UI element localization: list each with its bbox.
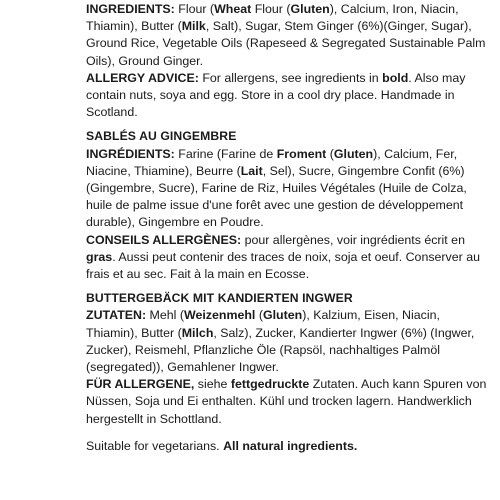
bold-allergen-text: Milk bbox=[181, 19, 206, 34]
body-text: . Also may contain nuts, soya and egg. Store in a cool dry place. Handmade in Scotland. bbox=[86, 70, 466, 120]
body-text: ), Calcium, Fer, Niacine, Thiamine), Beurre ( bbox=[86, 146, 458, 178]
body-text: ), Calcium, Iron, Niacin, Thiamin), Butter ( bbox=[86, 2, 459, 34]
footer-note bbox=[86, 438, 490, 455]
body-text: Farine (Farine de bbox=[174, 146, 277, 161]
body-text: Zutaten. Auch kann Spuren von Nüssen, Soja und Ei enthalten. Kühl und trocken lagern. Handwerklich hergestellt in Schottland. bbox=[86, 377, 487, 426]
german-allergy-label: FÜR ALLERGENE, bbox=[86, 377, 195, 392]
body-text: , Salz), Zucker, Kandierter Ingwer (6%) (Ingwer, Zucker), Reismehl, Pflanzliche Öle (Rapsöl, nachhaltiges Palmöl (segregated)), Gemahlener Ingwer. bbox=[86, 325, 475, 375]
body-text: Flour ( bbox=[174, 2, 215, 16]
german-ingredients bbox=[86, 307, 490, 376]
bold-allergen-text: Weizenmehl bbox=[183, 308, 256, 323]
english-ingredients bbox=[86, 1, 490, 70]
bold-allergen-text: Froment bbox=[276, 146, 327, 161]
french-allergy-label: CONSEILS ALLERGÈNES: bbox=[86, 232, 242, 247]
german-ingredients-label: ZUTATEN: bbox=[86, 308, 147, 323]
bold-allergen-text: Wheat bbox=[214, 2, 252, 16]
bold-allergen-text: Gluten bbox=[333, 146, 374, 161]
body-text: pour allergènes, voir ingrédients écrit en bbox=[241, 232, 465, 247]
bold-allergen-text: Gluten bbox=[290, 2, 330, 16]
french-title: SABLÉS AU GINGEMBRE bbox=[86, 129, 237, 144]
french-ingredients bbox=[86, 146, 490, 232]
body-text: ( bbox=[326, 146, 334, 161]
body-text: . Aussi peut contenir des traces de noix, soja et oeuf. Conserver au frais et au sec. Fait à la main en Ecosse. bbox=[86, 249, 480, 282]
bold-allergen-text: Lait bbox=[240, 163, 263, 178]
bold-allergen-text: All natural ingredients. bbox=[223, 438, 358, 453]
bold-allergen-text: gras bbox=[86, 249, 113, 264]
bold-allergen-text: Gluten bbox=[262, 308, 303, 323]
english-ingredients-label: INGREDIENTS: bbox=[86, 2, 175, 16]
bold-allergen-text: fettgedruckte bbox=[230, 377, 310, 392]
body-text: For allergens, see ingredients in bbox=[198, 70, 383, 85]
body-text: Mehl ( bbox=[146, 308, 184, 323]
english-allergy-label: ALLERGY ADVICE: bbox=[86, 70, 199, 85]
body-text: siehe bbox=[194, 377, 231, 392]
body-text: ), Kalzium, Eisen, Niacin, Thiamin), Butter ( bbox=[86, 308, 440, 340]
french-allergy-advice bbox=[86, 232, 490, 284]
body-text: ( bbox=[255, 308, 263, 323]
german-title: BUTTERGEBÄCK MIT KANDIERTEN INGWER bbox=[86, 291, 353, 306]
german-allergy-advice bbox=[86, 376, 490, 428]
body-text: Flour ( bbox=[251, 2, 291, 16]
bold-allergen-text: Milch bbox=[181, 325, 214, 340]
english-allergy-advice bbox=[86, 70, 490, 122]
footer-text bbox=[86, 439, 357, 453]
body-text: Suitable for vegetarians. bbox=[86, 438, 224, 453]
body-text: , Salt), Sugar, Stem Ginger (6%)(Ginger, Sugar), Ground Rice, Vegetable Oils (Rapeseed & Segregated Sustainable Palm Oils), Ground Ginger. bbox=[86, 19, 486, 68]
body-text: , Sel), Sucre, Gingembre Confit (6%)(Gingembre, Sucre), Farine de Riz, Huiles Végétales (Huile de Colza, huile de palme issue d'une forêt avec une gestion de développement durable), Gingembre en Poudre. bbox=[86, 163, 467, 230]
bold-allergen-text: bold bbox=[382, 70, 409, 85]
french-ingredients-label: INGRÉDIENTS: bbox=[86, 146, 175, 161]
